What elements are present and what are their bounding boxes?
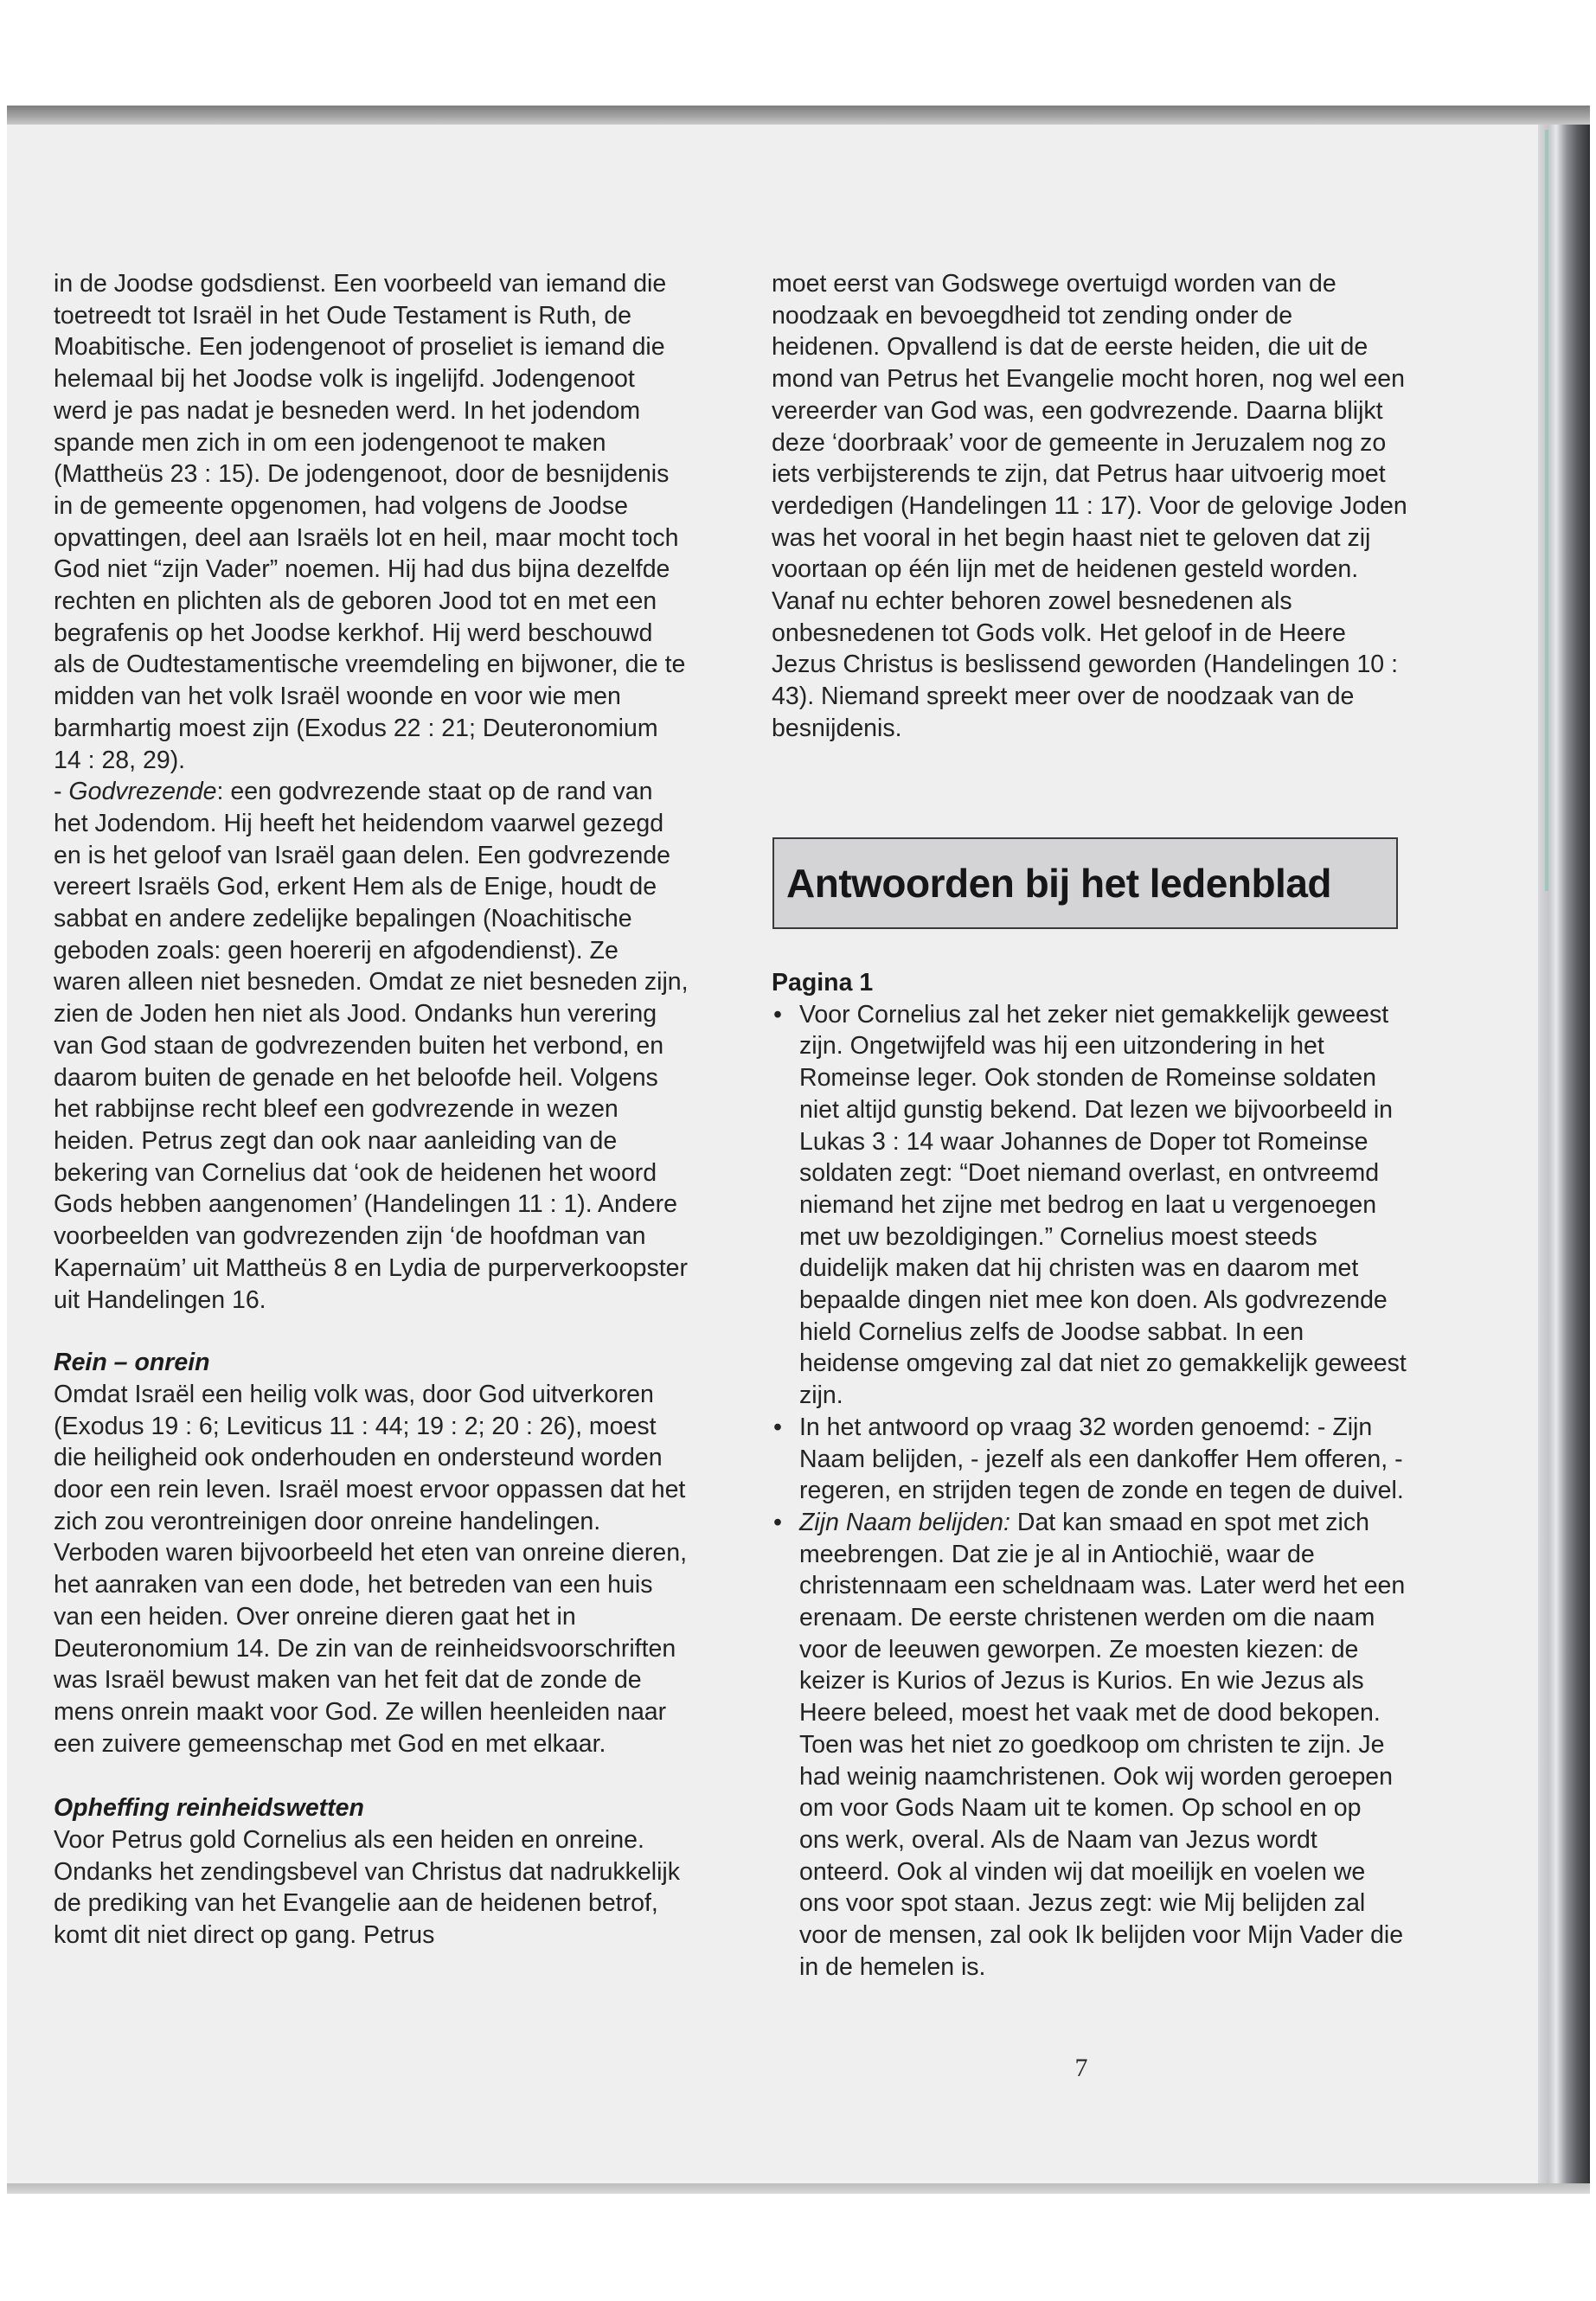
paragraph-jodengenoot: in de Joodse godsdienst. Een voorbeeld van iemand die toetreedt tot Israël in het Oude Testament is Ruth, de Moabitische. Een jodengenoot of proseliet is iemand die helemaal bij het Joodse volk is ingelijfd. Jodengenoot werd je pas nadat je besneden werd. In het jodendom spande men zich in om een jodengenoot te maken (Mattheüs 23 : 15). De jodengenoot, door de besnijdenis in de gemeente opgenomen, had volgens de Joodse opvattingen, deel aan Israëls lot en heil, maar mocht toch God niet “zijn Vader” noemen. Hij had dus bijna dezelfde rechten en plichten als de geboren Jood tot en met een begrafenis op het Joodse kerkhof. Hij werd beschouwd als de Oudtestamentische vreemdeling en bijwoner, die te midden van het volk Israël woonde en voor wie men barmhartig moest zijn (Exodus 22 : 21; Deuteronomium 14 : 28, 29).	[54, 270, 686, 774]
dash-prefix: -	[54, 778, 69, 806]
heading-opheffing: Opheffing reinheidswetten	[54, 1794, 364, 1823]
term-godvrezende: Godvrezende	[68, 778, 217, 806]
page-label: Pagina 1	[772, 969, 874, 997]
paragraph-opheffing: Voor Petrus gold Cornelius als een heiden en onreine. Ondanks het zendingsbevel van Christus dat nadrukkelijk de prediking van het Evangelie aan de heidenen betrof, komt dit niet direct op gang. Petrus	[54, 1826, 680, 1950]
scan-bottom-edge	[7, 2183, 1590, 2194]
section-title-box	[772, 837, 1398, 929]
page-edge-tab	[1545, 130, 1548, 891]
paragraph-rein-onrein: Omdat Israël een heilig volk was, door God uitverkoren (Exodus 19 : 6; Leviticus 11 : 44; 19 : 2; 20 : 26), moest die heiligheid ook onderhouden en ondersteund worden door een rein leven. Israël moest ervoor oppassen dat het zich zou verontreinigen door onreine handelingen. Verboden waren bijvoorbeeld het eten van onreine dieren, het aanraken van een dode, het betreden van een huis van een heiden. Over onreine dieren gaat het in Deuteronomium 14. De zin van de reinheidsvoorschriften was Israël bewust maken van het feit dat de zonde de mens onrein maakt voor God. Ze willen heenleiden naar een zuivere gemeenschap met God en met elkaar.	[54, 1380, 688, 1758]
answer-bullet-3	[772, 1507, 1407, 1984]
bullet-3-text: Dat kan smaad en spot met zich meebrengen. Dat zie je al in Antiochië, waar de christennaam een scheldnaam was. Later werd het een erenaam. De eerste christenen werden om die naam voor de leeuwen geworpen. Ze moesten kiezen: de keizer is Kurios of Jezus is Kurios. En wie Jezus als Heere beleed, moest het vaak met de dood bekopen. Toen was het niet zo goedkoop om christen te zijn. Je had weinig naamchristenen. Ook wij worden geroepen om voor Gods Naam uit te komen. Op school en op ons werk, overal. Als de Naam van Jezus wordt onteerd. Ook al vinden wij dat moeilijk en voelen we ons voor spot staan. Jezus zegt: wie Mij belijden zal voor de mensen, zal ook Ik belijden voor Mijn Vader die in de hemelen is.	[799, 1508, 1406, 1981]
right-column-answers	[772, 967, 1407, 1984]
scan-top-edge	[7, 106, 1590, 125]
answer-bullet-1: • Voor Cornelius zal het zeker niet gemakkelijk geweest zijn. Ongetwijfeld was hij een uitzondering in het Romeinse leger. Ook stonden de Romeinse soldaten niet altijd gunstig bekend. Dat lezen we bijvoorbeeld in Lukas 3 : 14 waar Johannes de Doper tot Romeinse soldaten zegt: “Doet niemand overlast, en ontvreemd niemand het zijne met bedrog en laat u vergenoegen met uw bezoldigingen.” Cornelius moest steeds duidelijk maken dat hij christen was en daarom met bepaalde dingen niet mee kon doen. Als godvrezende hield Cornelius zelfs de Joodse sabbat. In een heidense omgeving zal dat niet zo gemakkelijk geweest zijn.	[772, 999, 1407, 1412]
heading-rein-onrein: Rein – onrein	[54, 1349, 210, 1377]
right-column-top	[772, 268, 1407, 745]
answer-bullet-2: • In het antwoord op vraag 32 worden genoemd: - Zijn Naam belijden, - jezelf als een dankoffer Hem offeren, - regeren, en strijden tegen de zonde en tegen de duivel.	[772, 1412, 1407, 1507]
paragraph-godvrezende	[54, 776, 689, 1316]
term-naam-belijden: Zijn Naam belijden:	[799, 1508, 1010, 1536]
page-number: 7	[1074, 2054, 1088, 2082]
godvrezende-text: : een godvrezende staat op de rand van het Jodendom. Hij heeft het heidendom vaarwel gezegd en is het geloof van Israël gaan delen. Een godvrezende vereert Israëls God, erkent Hem als de Enige, houdt de sabbat en andere zedelijke bepalingen (Noachitische geboden zoals: geen hoererij en afgodendienst). Ze waren alleen niet besneden. Omdat ze niet besneden zijn, zien de Joden hen niet als Jood. Ondanks hun verering van God staan de godvrezenden buiten het verbond, en daarom buiten de genade en het beloofde heil. Volgens het rabbijnse recht bleef een godvrezende in wezen heiden. Petrus zegt dan ook naar aanleiding van de bekering van Cornelius dat ‘ook de heidenen het woord Gods hebben aangenomen’ (Handelingen 11 : 1). Andere voorbeelden van godvrezenden zijn ‘de hoofdman van Kapernaüm’ uit Mattheüs 8 en Lydia de purperverkoopster uit Handelingen 16.	[54, 778, 689, 1314]
left-column	[54, 268, 689, 1952]
paragraph-zending: moet eerst van Godswege overtuigd worden van de noodzaak en bevoegdheid tot zending onder de heidenen. Opvallend is dat de eerste heiden, die uit de mond van Petrus het Evangelie mocht horen, nog wel een vereerder van God was, een godvrezende. Daarna blijkt deze ‘doorbraak’ voor de gemeente in Jeruzalem nog zo iets verbijsterends te zijn, dat Petrus haar uitvoerig moet verdedigen (Handelingen 11 : 17). Voor de gelovige Joden was het vooral in het begin haast niet te geloven dat zij voortaan op één lijn met de heidenen gesteld worden. Vanaf nu echter behoren zowel besnedenen als onbesnedenen tot Gods volk. Het geloof in de Heere Jezus Christus is beslissend geworden (Handelingen 10 : 43). Niemand spreekt meer over de noodzaak van de besnijdenis.	[772, 270, 1407, 742]
section-title: Antwoorden bij het ledenblad	[786, 861, 1331, 906]
